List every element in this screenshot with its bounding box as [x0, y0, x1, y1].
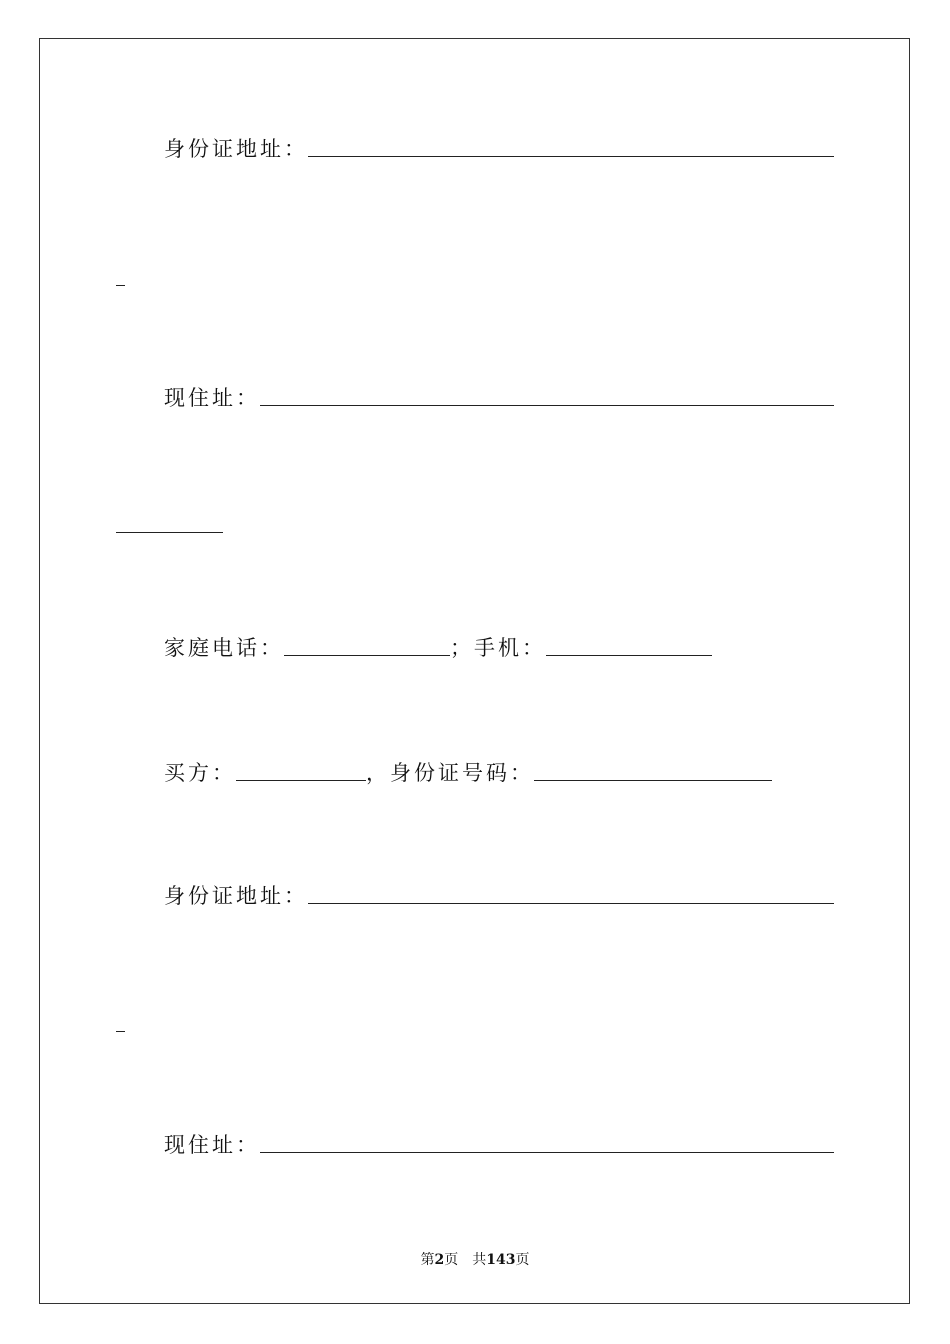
total-suffix: 页: [515, 1252, 530, 1268]
buyer-id-address-label: 身份证地址：: [164, 884, 308, 908]
seller-id-address-label: 身份证地址：: [164, 137, 308, 161]
seller-id-address-continuation[interactable]: [116, 285, 125, 286]
total-pages-indicator: [472, 1249, 529, 1269]
seller-current-address-row: [164, 386, 834, 410]
page-footer: [0, 1249, 950, 1269]
buyer-row: [164, 761, 772, 785]
seller-current-address-field[interactable]: [260, 404, 834, 406]
buyer-id-address-row: [164, 884, 834, 908]
buyer-id-address-field[interactable]: [308, 902, 834, 904]
page-indicator: [421, 1249, 459, 1269]
total-prefix: 共: [472, 1252, 487, 1268]
seller-id-address-field[interactable]: [308, 155, 834, 157]
buyer-current-address-row: [164, 1133, 834, 1157]
buyer-id-number-label: 身份证号码：: [390, 761, 534, 785]
buyer-id-address-continuation[interactable]: [116, 1031, 125, 1032]
seller-current-address-label: 现住址：: [164, 386, 260, 410]
page-number: 2: [434, 1252, 445, 1268]
seller-id-address-row: [164, 137, 834, 161]
buyer-id-number-field[interactable]: [534, 779, 772, 781]
buyer-current-address-label: 现住址：: [164, 1133, 260, 1157]
total-pages: 143: [486, 1252, 516, 1268]
seller-phone-row: [164, 636, 712, 660]
page-prefix: 第: [420, 1252, 435, 1268]
home-phone-label: 家庭电话：: [164, 636, 284, 660]
buyer-name-field[interactable]: [236, 779, 366, 781]
home-phone-field[interactable]: [284, 654, 450, 656]
phone-separator: ；: [450, 636, 474, 660]
seller-current-address-continuation[interactable]: [116, 532, 223, 533]
buyer-label: 买方：: [164, 761, 236, 785]
page-frame: [39, 38, 910, 1304]
buyer-comma: ，: [366, 761, 390, 785]
mobile-label: 手机：: [474, 636, 546, 660]
page-suffix: 页: [444, 1252, 459, 1268]
buyer-current-address-field[interactable]: [260, 1151, 834, 1153]
mobile-field[interactable]: [546, 654, 712, 656]
